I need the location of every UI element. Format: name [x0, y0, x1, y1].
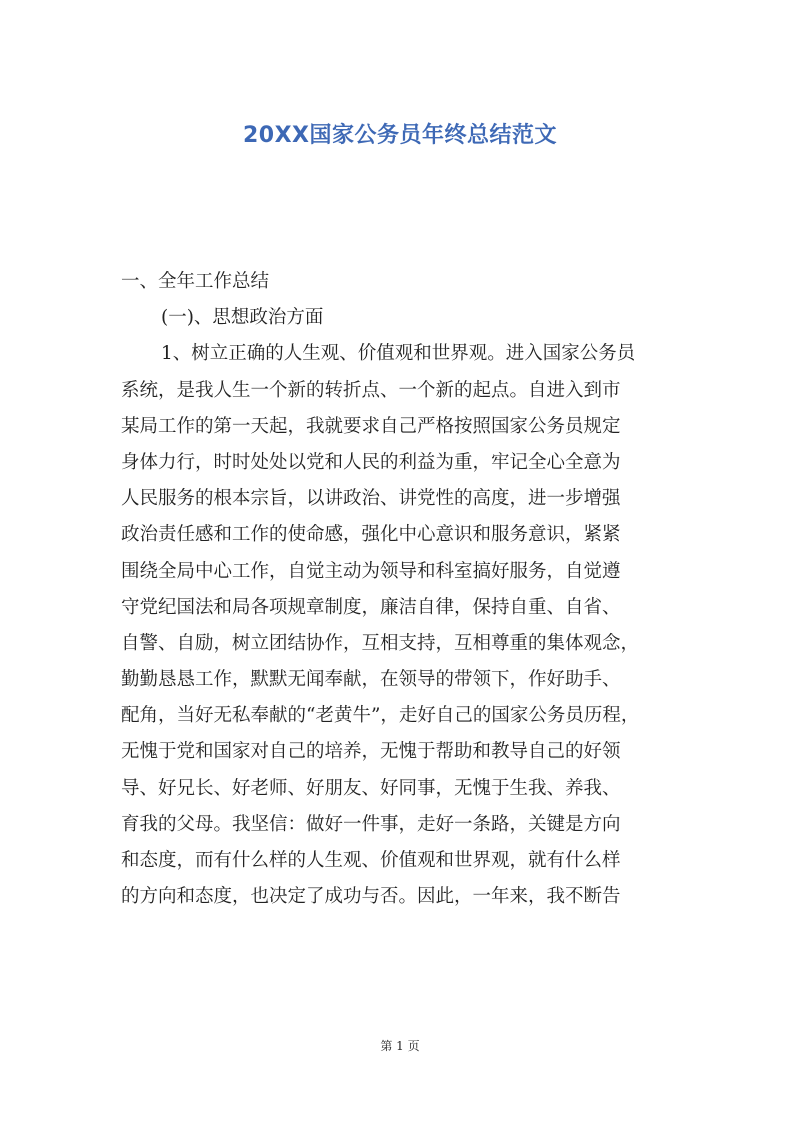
paragraph-line: 某局工作的第一天起，我就要求自己严格按照国家公务员规定	[121, 415, 621, 437]
document-body	[121, 264, 691, 915]
paragraph-line: 守党纪国法和局各项规章制度，廉洁自律，保持自重、自省、	[121, 596, 621, 618]
paragraph-line: 围绕全局中心工作，自觉主动为领导和科室搞好服务，自觉遵	[121, 560, 621, 582]
paragraph-line: 1、树立正确的人生观、价值观和世界观。进入国家公务员	[161, 343, 636, 365]
subsection-heading: (一)、思想政治方面	[161, 307, 324, 329]
paragraph-line: 身体力行，时时处处以党和人民的利益为重，牢记全心全意为	[121, 451, 621, 473]
paragraph-line: 政治责任感和工作的使命感，强化中心意识和服务意识，紧紧	[121, 524, 621, 546]
section-heading: 一、全年工作总结	[121, 271, 270, 292]
page-number-footer: 第 1 页	[380, 1039, 420, 1053]
paragraph-line: 人民服务的根本宗旨，以讲政治、讲党性的高度，进一步增强	[121, 488, 621, 510]
paragraph-line: 自警、自励，树立团结协作，互相支持，互相尊重的集体观念，	[121, 632, 640, 654]
paragraph-line: 育我的父母。我坚信：做好一件事，走好一条路，关键是方向	[121, 813, 621, 835]
document-title: 20XX国家公务员年终总结范文	[242, 123, 558, 148]
paragraph-line: 的方向和态度，也决定了成功与否。因此，一年来，我不断告	[121, 886, 621, 908]
paragraph-line: 配角，当好无私奉献的“老黄牛”，走好自己的国家公务员历程，	[121, 705, 640, 727]
paragraph-line: 和态度，而有什么样的人生观、价值观和世界观，就有什么样	[121, 850, 621, 871]
paragraph-line: 导、好兄长、好老师、好朋友、好同事，无愧于生我、养我、	[121, 777, 621, 799]
paragraph-line: 无愧于党和国家对自己的培养，无愧于帮助和教导自己的好领	[121, 741, 621, 763]
paragraph-line: 系统，是我人生一个新的转折点、一个新的起点。自进入到市	[121, 379, 621, 401]
paragraph-line: 勤勤恳恳工作，默默无闻奉献，在领导的带领下，作好助手、	[121, 669, 621, 691]
